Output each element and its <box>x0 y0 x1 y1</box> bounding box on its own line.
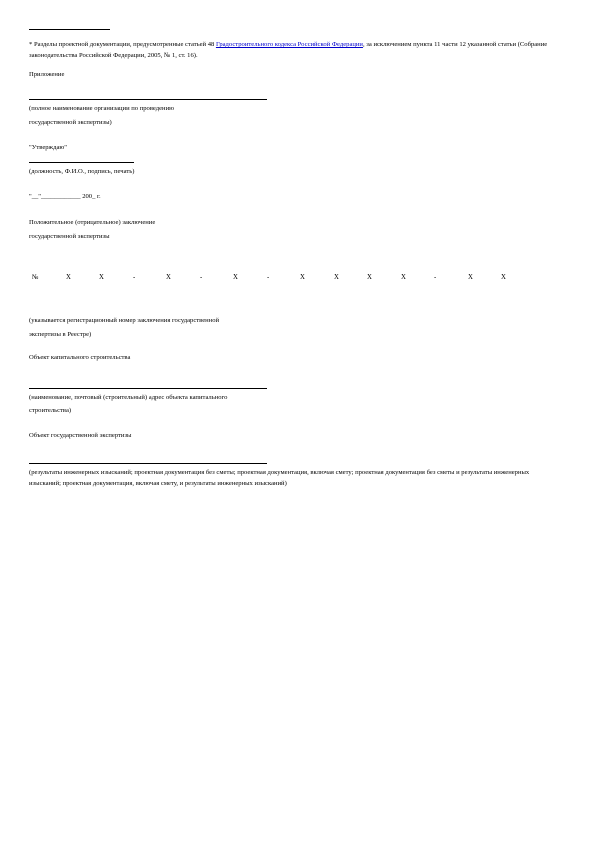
conclusion-title-line2: государственной экспертизы <box>29 233 110 240</box>
registry-code-separator: - <box>200 274 203 281</box>
capital-object-label: Объект капитального строительства <box>29 354 131 361</box>
registry-code-cell: Х <box>367 274 372 281</box>
results-caption: (результаты инженерных изысканий; проектная документация без сметы; проектная документация, включая смету; проектная документация без сметы и результаты инженерных изысканий; проектная документация, включая смету, и результаты инженерных изысканий) <box>29 469 530 487</box>
registry-number-row <box>29 273 529 283</box>
org-caption-line1: (полное наименование организации по проведению <box>29 105 175 112</box>
registry-code-cell: Х <box>334 274 339 281</box>
registry-code-cell: Х <box>166 274 171 281</box>
registry-code-cell: Х <box>300 274 305 281</box>
footnote <box>29 40 569 61</box>
org-caption-line2: государственной экспертизы) <box>29 119 112 126</box>
footnote-text-start: * Разделы проектной документации, предусмотренные статьей 48 <box>29 41 216 48</box>
registry-code-cell: Х <box>501 274 506 281</box>
registry-code-separator: - <box>133 274 136 281</box>
object-address-line <box>29 388 267 389</box>
official-caption: (должность, Ф.И.О., подпись, печать) <box>29 168 135 175</box>
registry-code-separator: - <box>267 274 270 281</box>
registry-code-number-sign: № <box>32 274 39 281</box>
org-name-line <box>29 99 267 100</box>
registry-code-cell: Х <box>468 274 473 281</box>
approve-label: "Утверждаю" <box>29 144 67 151</box>
registry-code-cell: Х <box>99 274 104 281</box>
address-caption-line1: (наименование, почтовый (строительный) адрес объекта капитального <box>29 394 228 401</box>
registry-code-cell: Х <box>66 274 71 281</box>
appendix-label: Приложение <box>29 71 65 78</box>
expertise-object-label: Объект государственной экспертизы <box>29 432 132 439</box>
registry-caption-line2: экспертизы в Реестре) <box>29 331 92 338</box>
expertise-object-line <box>29 463 267 464</box>
registry-code-cell: Х <box>401 274 406 281</box>
conclusion-title-line1: Положительное (отрицательное) заключение <box>29 219 156 226</box>
approval-date-line: "__"____________ 200_ г. <box>29 193 101 200</box>
registry-caption-line1: (указывается регистрационный номер заключения государственной <box>29 317 220 324</box>
official-signature-line <box>29 162 134 163</box>
footnote-text-end: , за исключением пункта 11 части 12 указанной статьи (Собрание законодательства Российской Федерации, 2005, № 1, ст. 16). <box>29 41 548 59</box>
registry-code-cell: Х <box>233 274 238 281</box>
registry-code-separator: - <box>434 274 437 281</box>
civil-code-link[interactable]: Градостроительного кодекса Российской Федерации <box>215 41 363 48</box>
footnote-separator-line <box>29 29 110 30</box>
address-caption-line2: строительства) <box>29 407 72 414</box>
